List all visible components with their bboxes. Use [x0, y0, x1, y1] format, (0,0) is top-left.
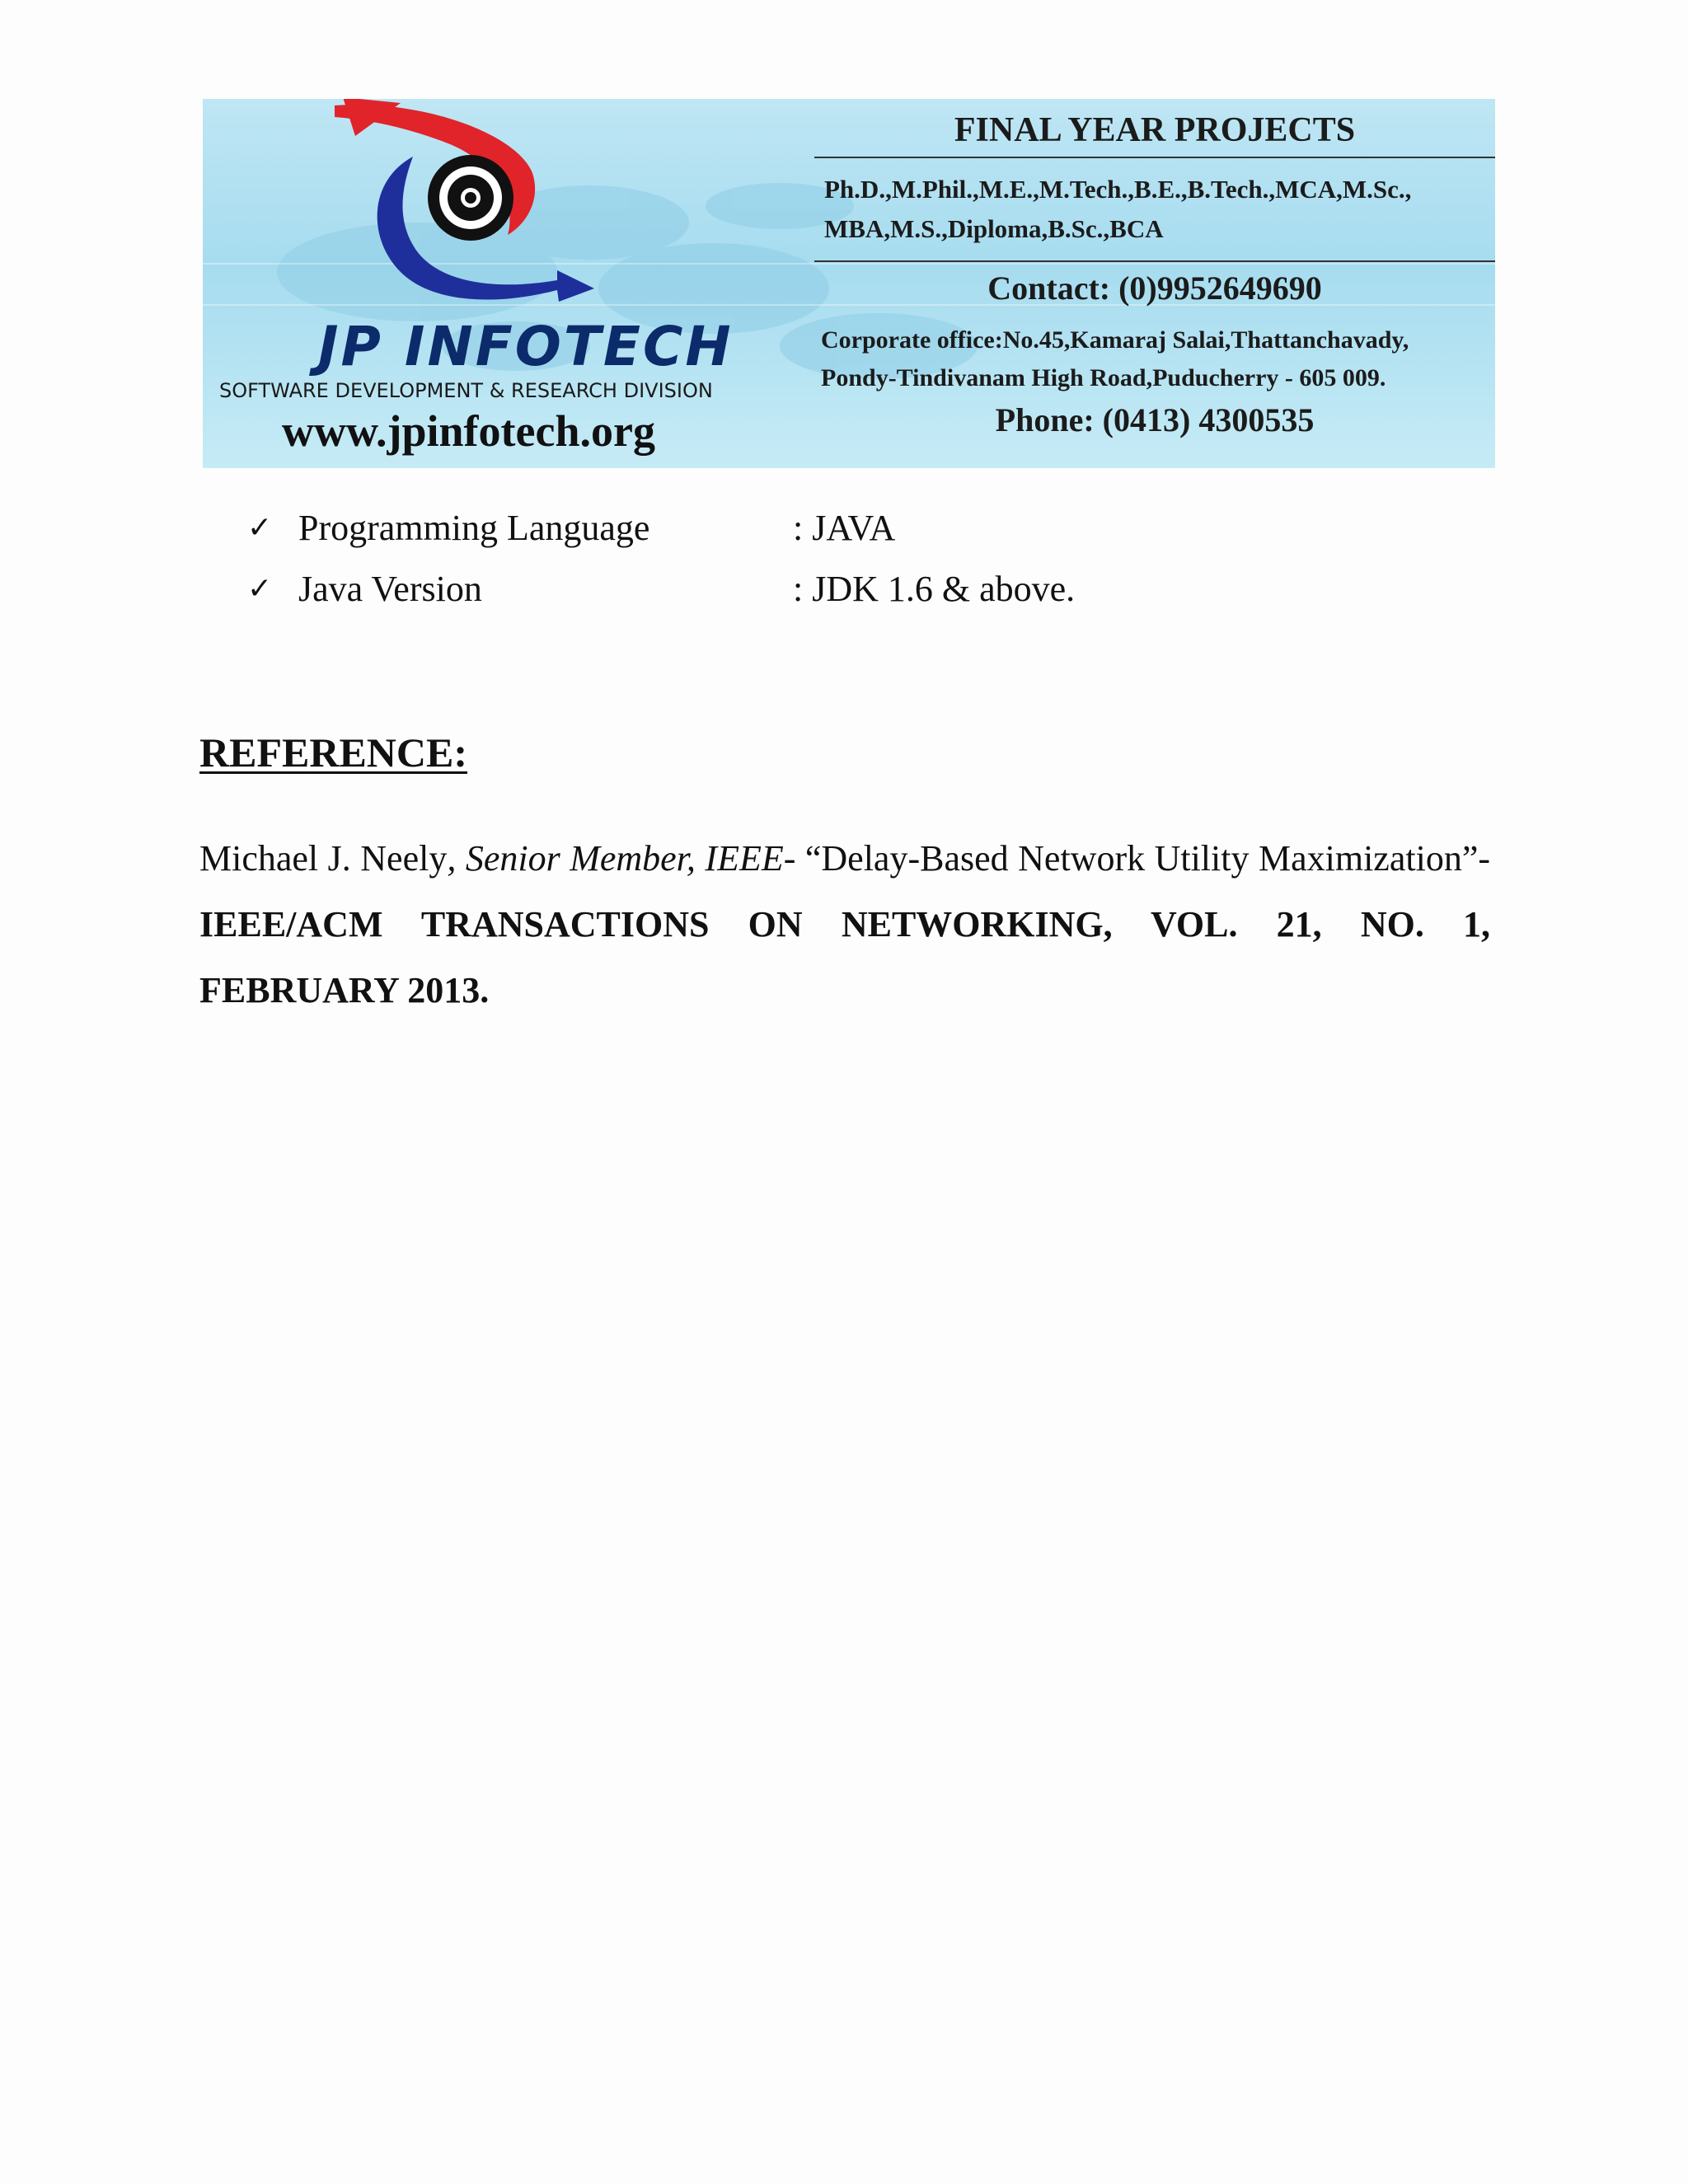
- citation-dash: -: [783, 838, 805, 879]
- banner-title: FINAL YEAR PROJECTS: [954, 111, 1356, 149]
- software-requirements-list: [247, 503, 1484, 625]
- brand-name: JP INFOTECH: [318, 315, 734, 378]
- list-item: [247, 503, 1484, 564]
- citation-author: Michael J. Neely: [199, 838, 448, 879]
- requirement-label: Java Version: [298, 569, 482, 609]
- banner-info-panel: [814, 99, 1495, 468]
- list-item: [247, 564, 1484, 625]
- requirement-value: : JAVA: [793, 508, 896, 548]
- eye-target-icon: [428, 155, 513, 241]
- citation-title: “Delay-Based Network Utility Maximization”: [804, 838, 1479, 879]
- address-line: Pondy-Tindivanam High Road,Puducherry - 605 009.: [821, 364, 1386, 391]
- banner-address: [821, 321, 1493, 397]
- degrees-line: MBA,M.S.,Diploma,B.Sc.,BCA: [824, 214, 1164, 243]
- citation-role: Senior Member, IEEE: [465, 838, 784, 879]
- degrees-line: Ph.D.,M.Phil.,M.E.,M.Tech.,B.E.,B.Tech.,MCA,M.Sc.,: [824, 175, 1412, 204]
- address-line: Corporate office:No.45,Kamaraj Salai,Thattanchavady,: [821, 326, 1409, 354]
- requirement-value: : JDK 1.6 & above.: [793, 569, 1076, 609]
- banner-divider: [814, 157, 1495, 158]
- citation-author-separator: ,: [447, 838, 466, 879]
- brand-tagline: SOFTWARE DEVELOPMENT & RESEARCH DIVISION: [219, 379, 713, 402]
- requirement-label: Programming Language: [298, 508, 650, 548]
- banner-contact: Contact: (0)9952649690: [987, 269, 1322, 307]
- banner-degrees: [824, 170, 1484, 249]
- citation-journal: IEEE/ACM TRANSACTIONS ON NETWORKING, VOL. 21, NO. 1, FEBRUARY 2013.: [199, 904, 1490, 1010]
- reference-heading: REFERENCE:: [199, 729, 468, 776]
- reference-citation: [199, 826, 1490, 1024]
- banner-phone: Phone: (0413) 4300535: [995, 401, 1315, 438]
- citation-dash: -: [1478, 838, 1490, 879]
- banner-divider: [814, 260, 1495, 262]
- brand-url[interactable]: www.jpinfotech.org: [282, 406, 655, 456]
- checkmark-icon: ✓: [247, 572, 273, 606]
- checkmark-icon: ✓: [247, 511, 273, 545]
- header-banner: [203, 99, 1495, 468]
